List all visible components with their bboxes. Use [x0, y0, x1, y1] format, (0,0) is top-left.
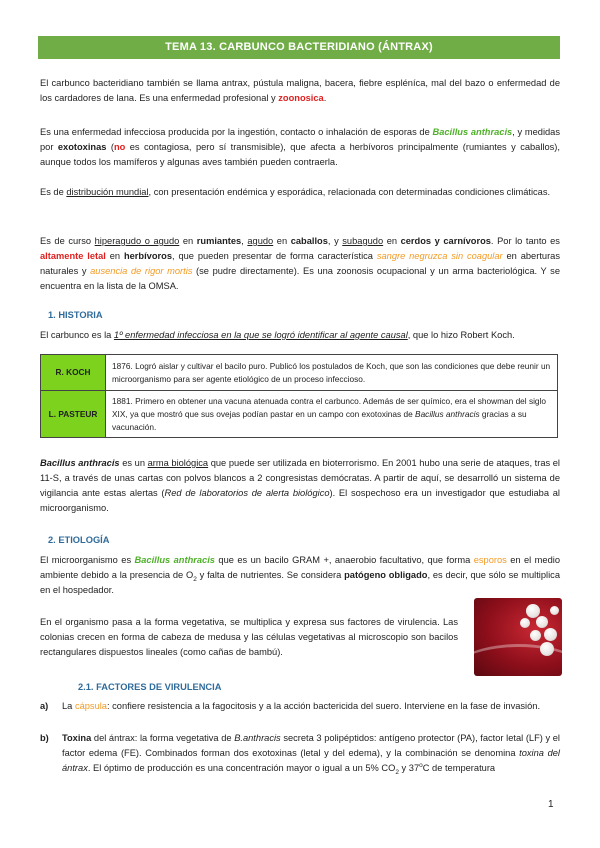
colony [536, 616, 548, 628]
bioterrorism-paragraph: Bacillus anthracis es un arma biológica que puede ser utilizada en bioterrorismo. En 2001 hubo una serie de ataques, tras el 11-S, a través de unas cartas con polvos blancos a 2 congresistas demócratas. A partir de aquí, se desarrolló un sistema de vigilancia ante estas alertas (Red de laboratorios de alerta biológico). El sospechoso era un investigador que estudiaba al microorganismo. [40, 458, 560, 513]
etiologia-paragraph-1: El microorganismo es Bacillus anthracis que es un bacilo GRAM +, anaerobio facultativo, que forma esporos en el medio ambiente debido a la presencia de $O_2$ y falta de nutrientes. Se considera patógeno obligado, es decir, que sólo se multiplica en el hospedador. [40, 555, 561, 595]
table-row [41, 391, 558, 438]
pasteur-name-cell: L. PASTEUR [41, 391, 106, 438]
intro-paragraph-2: Es una enfermedad infecciosa producida por la ingestión, contacto o inhalación de esporas de Bacillus anthracis, y medidas por exotoxinas (no es contagiosa, pero sí transmisible), que afecta a herbívoros principalmente (rumiantes y caballos), aunque todos los mamíferos y algunas aves también pueden contraerla. [40, 127, 560, 167]
page-number: 1 [548, 799, 554, 810]
koch-name-cell: R. KOCH [41, 355, 106, 391]
pasteur-text-cell: 1881. Primero en obtener una vacuna atenuada contra el carbunco. Además de ser químico, era el showman del siglo XIX, ya que mostró que sus ovejas podían pastar en un campo con exotoxinas de Bacillus anthracis gracias a su vacunación. [106, 391, 558, 438]
colony [550, 606, 559, 615]
colony [530, 630, 541, 641]
list-item-capsula: a) La cápsula: confiere resistencia a la fagocitosis y a la acción bactericida del suero. Interviene en la fase de invasión. [40, 701, 541, 711]
colony-photo [474, 598, 562, 676]
intro-paragraph-3: Es de distribución mundial, con presentación endémica y esporádica, relacionada con determinadas condiciones climáticas. [40, 187, 551, 197]
table-row [41, 355, 558, 391]
etiologia-paragraph-2: En el organismo pasa a la forma vegetativa, se multiplica y expresa sus factores de virulencia. Las colonias crecen en forma de cabeza de medusa y las células vegetativas al microscopio son bacilos rectangulares dispuestos lineales (como cañas de bambú). [40, 617, 458, 657]
colony [520, 618, 530, 628]
colony [540, 642, 554, 656]
page-title: TEMA 13. CARBUNCO BACTERIDIANO (ÁNTRAX) [38, 36, 560, 59]
subsection-heading-virulencia: 2.1. FACTORES DE VIRULENCIA [78, 682, 222, 692]
intro-paragraph-1: El carbunco bacteridiano también se llama antrax, pústula maligna, bacera, fiebre espléníca, mal del bazo o enfermedad de los cardadores de lana. Es una enfermedad profesional y zoonosica. [40, 78, 560, 103]
koch-text-cell: 1876. Logró aislar y cultivar el bacilo puro. Publicó los postulados de Koch, que son las condiciones que debe reunir un microorganismo para ser agente etiológico de un proceso infeccioso. [106, 355, 558, 391]
history-table [40, 354, 558, 438]
list-item-toxina: b) Toxina del ántrax: la forma vegetativa de B.anthracis secreta 3 polipéptidos: antígeno protector (PA), factor letal (LF) y el factor edema (FE). Combinados forman dos exotoxinas (letal y del edema), y la combinación se denomina toxina del ántrax. El óptimo de producción es una concentración mayor o igual a un 5% $CO_2$ y 37$^o$C de temperatura [40, 733, 560, 776]
zoonosica-highlight: zoonosica [278, 93, 324, 103]
historia-paragraph: El carbunco es la 1º enfermedad infecciosa en la que se logró identificar al agente causal, que lo hizo Robert Koch. [40, 330, 515, 340]
colony [544, 628, 557, 641]
section-heading-etiologia: 2. ETIOLOGÍA [48, 535, 110, 545]
species-name: Bacillus anthracis [432, 127, 513, 137]
section-heading-historia: 1. HISTORIA [48, 310, 103, 320]
intro-paragraph-4: Es de curso hiperagudo o agudo en rumiantes, agudo en caballos, y subagudo en cerdos y carnívoros. Por lo tanto es altamente letal en herbívoros, que pueden presentar de forma característica sangre negruzca sin coagular en aberturas naturales y ausencia de rigor mortis (se pudre directamente). Es una zoonosis ocupacional y un arma bacteriológica. Y se encuentra en la lista de la OMSA. [40, 236, 561, 291]
